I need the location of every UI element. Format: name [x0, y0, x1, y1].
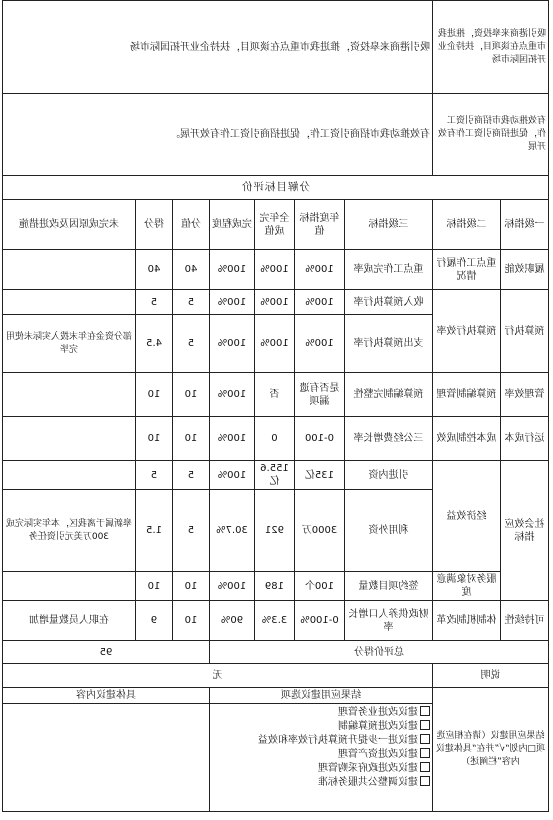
cell-degree: 30.7% — [209, 490, 254, 572]
checkbox-icon[interactable] — [420, 762, 430, 772]
option-label: 建议改进预算编制 — [337, 721, 418, 732]
cell-level3: 三公经费增长率 — [344, 417, 432, 461]
cell-score: 10 — [135, 417, 172, 461]
header-points: 分值 — [172, 200, 209, 250]
total-score-value: 95 — [2, 641, 209, 664]
detail-content-header: 具体建议内容 — [2, 688, 209, 704]
option-label: 建议改进资产管理 — [337, 749, 418, 760]
cell-points: 5 — [172, 290, 209, 315]
header-degree: 完成程度 — [209, 200, 254, 250]
option-service-standard[interactable] — [212, 776, 430, 790]
cell-level2: 重点工作履行情况 — [432, 250, 500, 290]
cell-target: 是否有遗漏项 — [294, 373, 344, 417]
cell-actual: 921 — [254, 490, 294, 572]
cell-degree: 100% — [209, 461, 254, 490]
cell-target: 100% — [294, 290, 344, 315]
section-title: 分解目标评价 — [2, 176, 548, 200]
cell-reason — [2, 373, 135, 417]
total-score-label: 总评价得分 — [209, 641, 548, 664]
cell-level1: 管理效率 — [501, 373, 549, 417]
cell-reason — [2, 250, 135, 290]
cell-actual: 100% — [254, 290, 294, 315]
cell-level1: 可持续性 — [501, 601, 549, 641]
cell-target: 100% — [294, 315, 344, 373]
checkbox-icon[interactable] — [420, 734, 430, 744]
cell-level3: 签约项目数量 — [344, 572, 432, 601]
header-level2: 二级指标 — [432, 200, 500, 250]
cell-level1: 社会效应指标 — [501, 461, 549, 601]
cell-points: 40 — [172, 250, 209, 290]
cell-points: 5 — [172, 461, 209, 490]
checkbox-icon[interactable] — [420, 748, 430, 758]
cell-target: 0-100% — [294, 601, 344, 641]
cell-level2: 服务对象满意度 — [432, 572, 500, 601]
cell-score: 1.5 — [135, 490, 172, 572]
header-target: 年度指标值 — [294, 200, 344, 250]
cell-degree: 100% — [209, 373, 254, 417]
cell-level3: 收入预算执行率 — [344, 290, 432, 315]
cell-level1: 预算执行 — [501, 290, 549, 373]
cell-score: 4.5 — [135, 315, 172, 373]
cell-score: 40 — [135, 250, 172, 290]
option-label: 建议进一步提升预算执行效率和效益 — [257, 735, 418, 746]
cell-level2: 预算执行效率 — [432, 290, 500, 373]
goal-2-summary: 有效推动我市招商引资工作，促进招商引资工作有效开展 — [432, 94, 548, 176]
cell-degree: 100% — [209, 250, 254, 290]
cell-score: 9 — [135, 601, 172, 641]
table-row — [2, 290, 548, 315]
apply-options-header: 结果应用建议选项 — [209, 688, 432, 704]
cell-degree: 100% — [209, 417, 254, 461]
header-level3: 三级指标 — [344, 200, 432, 250]
header-level1: 一级指标 — [501, 200, 549, 250]
cell-level3: 支出预算执行率 — [344, 315, 432, 373]
option-execution-efficiency[interactable] — [212, 734, 430, 748]
header-reason: 未完成原因及改进措施 — [2, 200, 135, 250]
cell-reason: 皋新属于离我区，本年实际完成300万美元引资任务 — [2, 490, 135, 572]
apply-options-list — [209, 704, 432, 812]
table-row — [2, 572, 548, 601]
cell-level3: 预算编制完整性 — [344, 373, 432, 417]
table-row — [2, 250, 548, 290]
table-row — [2, 601, 548, 641]
goal-2-text: 有效推动我市招商引资工作，促进招商引资工作有效开展。 — [2, 94, 432, 176]
cell-score: 5 — [135, 461, 172, 490]
option-procurement-management[interactable] — [212, 762, 430, 776]
option-label: 建议调整公共服务标准 — [317, 777, 418, 788]
cell-actual: 100% — [254, 315, 294, 373]
cell-target: 3000万 — [294, 490, 344, 572]
table-row — [2, 373, 548, 417]
cell-actual: 155.6亿 — [254, 461, 294, 490]
cell-level2: 成本控制成效 — [432, 417, 500, 461]
header-score: 得分 — [135, 200, 172, 250]
cell-actual: 否 — [254, 373, 294, 417]
cell-points: 10 — [172, 417, 209, 461]
cell-degree: 100% — [209, 315, 254, 373]
cell-score: 10 — [135, 572, 172, 601]
cell-score: 5 — [135, 290, 172, 315]
cell-points: 10 — [172, 601, 209, 641]
cell-degree: 90% — [209, 601, 254, 641]
option-label: 建议改进业务管理 — [337, 707, 418, 718]
cell-actual: 189 — [254, 572, 294, 601]
cell-score: 10 — [135, 373, 172, 417]
cell-level3: 重点工作完成率 — [344, 250, 432, 290]
table-row — [2, 417, 548, 461]
cell-reason: 在职人员数量增加 — [2, 601, 135, 641]
cell-level3: 利用外资 — [344, 490, 432, 572]
cell-target: 100% — [294, 250, 344, 290]
option-asset-management[interactable] — [212, 748, 430, 762]
cell-level2: 体制机制改革 — [432, 601, 500, 641]
cell-level2: 经济效益 — [432, 461, 500, 572]
checkbox-icon[interactable] — [420, 706, 430, 716]
option-business-management[interactable] — [212, 706, 430, 720]
cell-points: 10 — [172, 572, 209, 601]
cell-points: 5 — [172, 490, 209, 572]
cell-actual: 3.3% — [254, 601, 294, 641]
cell-target: 100个 — [294, 572, 344, 601]
cell-degree: 100% — [209, 572, 254, 601]
cell-actual: 0 — [254, 417, 294, 461]
cell-level2: 预算编制管理 — [432, 373, 500, 417]
goal-1-summary: 吸引港商来皋投资，推进我市重点在谈项目，扶持企业开拓国际市场 — [432, 1, 548, 94]
note-label: 说明 — [432, 664, 548, 688]
result-application-label: 结果应用建议（请在相应选项□内划“√”并在“具体建议内容”栏阐述） — [432, 688, 548, 812]
cell-reason — [2, 290, 135, 315]
cell-level1: 运行成本 — [501, 417, 549, 461]
goal-1-text: 吸引港商来皋投资，推进我市重点在谈项目，扶持企业开拓国际市场 — [2, 1, 432, 94]
cell-level1: 履职效能 — [501, 250, 549, 290]
option-label: 建议改进政府采购管理 — [317, 763, 418, 774]
cell-level3: 引进内资 — [344, 461, 432, 490]
cell-reason — [2, 417, 135, 461]
evaluation-table — [2, 0, 549, 812]
table-row — [2, 461, 548, 490]
cell-target: 0-100 — [294, 417, 344, 461]
cell-reason — [2, 461, 135, 490]
cell-points: 10 — [172, 373, 209, 417]
cell-degree: 100% — [209, 290, 254, 315]
checkbox-icon[interactable] — [420, 776, 430, 786]
option-budget-compilation[interactable] — [212, 720, 430, 734]
cell-target: 135亿 — [294, 461, 344, 490]
cell-actual: 100% — [254, 250, 294, 290]
header-actual: 全年完成值 — [254, 200, 294, 250]
cell-points: 5 — [172, 315, 209, 373]
cell-reason — [2, 572, 135, 601]
checkbox-icon[interactable] — [420, 720, 430, 730]
cell-reason: 部分资金在年末拨入实际未使用完毕 — [2, 315, 135, 373]
cell-level3: 财政供养人口增长率 — [344, 601, 432, 641]
detail-content-cell[interactable] — [2, 704, 209, 812]
note-value: 无 — [2, 664, 432, 688]
